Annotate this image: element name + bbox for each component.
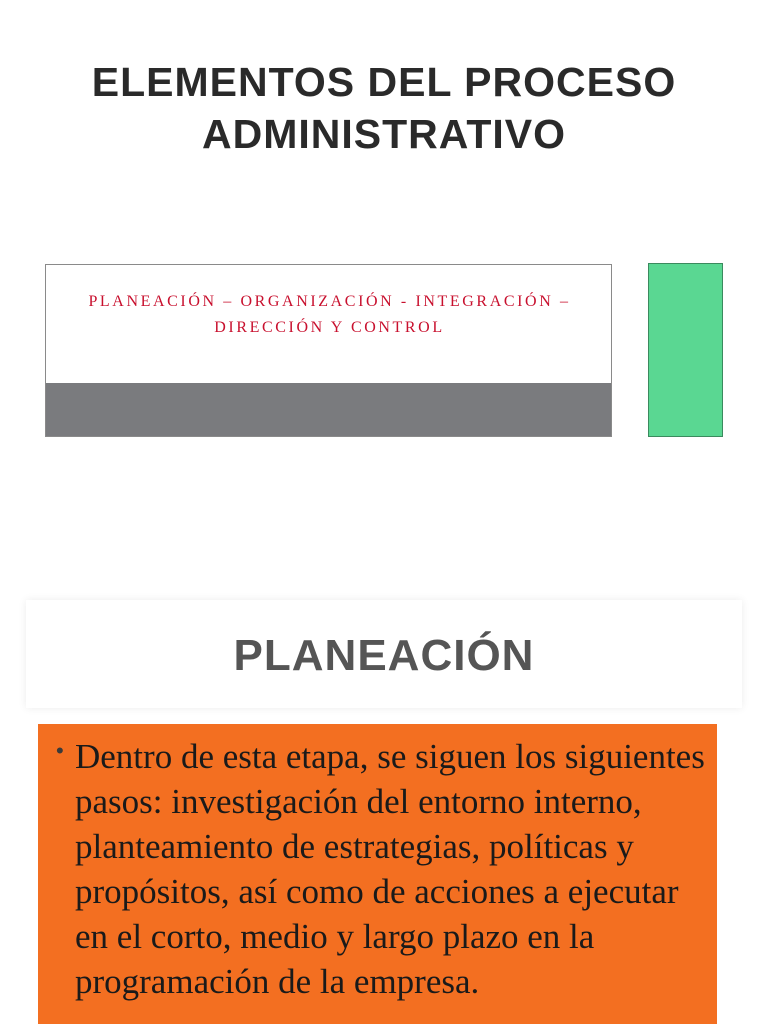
gray-band (46, 383, 611, 437)
slide-title: ELEMENTOS DEL PROCESO ADMINISTRATIVO (91, 59, 677, 157)
content-box (38, 724, 717, 1024)
section-title: PLANEACIÓN (233, 631, 535, 680)
bullet-text: Dentro de esta etapa, se siguen los siguientes pasos: investigación del entorno interno, planteamiento de estrategias, políticas y propósitos, así como de acciones a ejecutar en el corto, medio y largo plazo en la programación de la empresa. (75, 737, 705, 1001)
subtitle-box (45, 264, 612, 437)
green-accent-block (648, 263, 723, 437)
bullet-icon: • (56, 738, 64, 763)
section-header (26, 600, 742, 708)
slide-subtitle: PLANEACIÓN – ORGANIZACIÓN - INTEGRACIÓN – DIRECCIÓN Y CONTROL (88, 293, 571, 336)
